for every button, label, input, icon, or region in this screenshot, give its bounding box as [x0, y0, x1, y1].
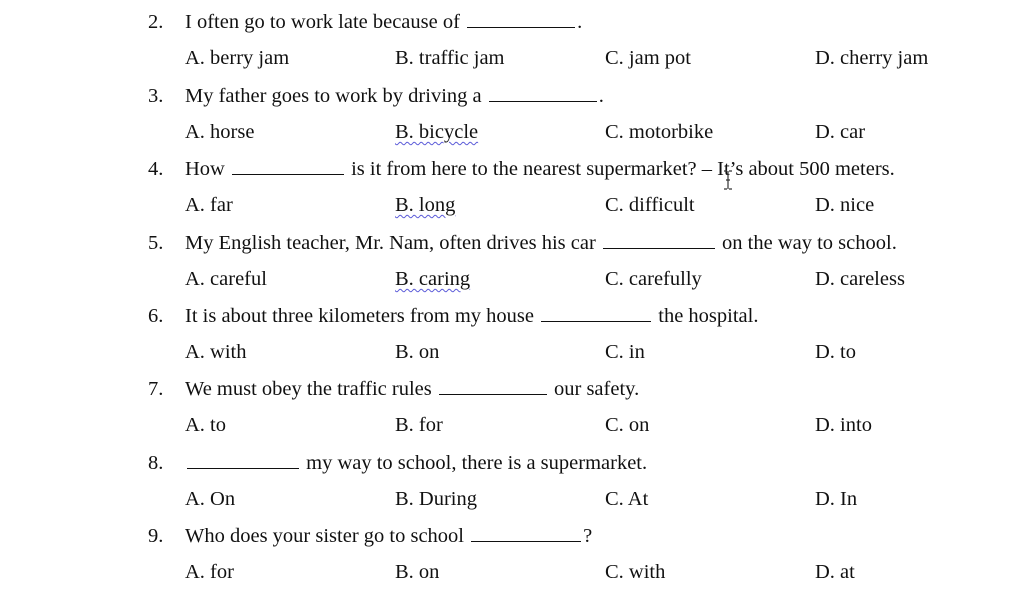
stem-text-after: my way to school, there is a supermarket.: [306, 452, 648, 474]
question-number: 8.: [148, 452, 164, 474]
question-5: [0, 229, 1024, 303]
option-b[interactable]: B. caring: [395, 268, 471, 290]
option-a[interactable]: A. berry jam: [185, 47, 290, 69]
option-b[interactable]: B. for: [395, 414, 443, 436]
question-stem: [148, 449, 647, 477]
option-b[interactable]: B. bicycle: [395, 121, 479, 143]
question-number: 5.: [148, 232, 164, 254]
option-d[interactable]: D. at: [815, 561, 855, 583]
option-d[interactable]: D. nice: [815, 194, 875, 216]
question-7: [0, 375, 1024, 449]
option-a[interactable]: A. with: [185, 341, 247, 363]
question-number: 7.: [148, 378, 164, 400]
stem-text-before: My English teacher, Mr. Nam, often drives his car: [185, 232, 596, 254]
stem-text-after: the hospital.: [658, 305, 759, 327]
answer-blank: [541, 303, 651, 322]
option-c[interactable]: C. in: [605, 341, 645, 363]
option-d[interactable]: D. cherry jam: [815, 47, 929, 69]
question-8: [0, 449, 1024, 523]
option-c[interactable]: C. difficult: [605, 194, 695, 216]
question-stem: [148, 155, 895, 183]
option-b[interactable]: B. on: [395, 341, 440, 363]
option-b[interactable]: B. During: [395, 488, 477, 510]
question-number: 9.: [148, 525, 164, 547]
stem-text-after: is it from here to the nearest supermarket? – It’s about 500 meters.: [351, 158, 895, 180]
answer-blank: [603, 230, 715, 249]
stem-text-before: It is about three kilometers from my house: [185, 305, 534, 327]
question-2: [0, 8, 1024, 82]
option-d[interactable]: D. to: [815, 341, 856, 363]
question-4: [0, 155, 1024, 229]
question-9: [0, 522, 1024, 596]
stem-text-after: on the way to school.: [722, 232, 897, 254]
stem-text-after: ?: [583, 525, 593, 547]
option-a[interactable]: A. for: [185, 561, 234, 583]
option-a[interactable]: A. horse: [185, 121, 255, 143]
stem-text-after: our safety.: [554, 378, 640, 400]
question-stem: [148, 302, 758, 330]
option-d[interactable]: D. into: [815, 414, 872, 436]
option-c[interactable]: C. carefully: [605, 268, 702, 290]
answer-blank: [232, 156, 344, 175]
stem-text-before: I often go to work late because of: [185, 11, 460, 33]
stem-text-before: My father goes to work by driving a: [185, 85, 482, 107]
option-c[interactable]: C. At: [605, 488, 649, 510]
question-6: [0, 302, 1024, 376]
option-b[interactable]: B. long: [395, 194, 456, 216]
option-a[interactable]: A. careful: [185, 268, 267, 290]
question-number: 4.: [148, 158, 164, 180]
option-a[interactable]: A. far: [185, 194, 233, 216]
question-number: 6.: [148, 305, 164, 327]
question-stem: [148, 229, 897, 257]
option-a[interactable]: A. to: [185, 414, 226, 436]
option-a[interactable]: A. On: [185, 488, 236, 510]
answer-blank: [439, 376, 547, 395]
option-c[interactable]: C. motorbike: [605, 121, 714, 143]
option-c[interactable]: C. with: [605, 561, 666, 583]
option-d[interactable]: D. careless: [815, 268, 905, 290]
text-cursor-icon: [722, 170, 734, 190]
question-3: [0, 82, 1024, 156]
stem-text-before: How: [185, 158, 225, 180]
stem-text-before: We must obey the traffic rules: [185, 378, 432, 400]
question-number: 3.: [148, 85, 164, 107]
option-b[interactable]: B. on: [395, 561, 440, 583]
option-d[interactable]: D. car: [815, 121, 866, 143]
question-stem: [148, 522, 592, 550]
question-stem: [148, 375, 639, 403]
option-d[interactable]: D. In: [815, 488, 858, 510]
question-stem: [148, 8, 582, 36]
stem-text-after: .: [577, 11, 583, 33]
option-b[interactable]: B. traffic jam: [395, 47, 505, 69]
option-c[interactable]: C. jam pot: [605, 47, 691, 69]
answer-blank: [467, 9, 575, 28]
stem-text-after: .: [598, 85, 604, 107]
answer-blank: [471, 523, 581, 542]
stem-text-before: Who does your sister go to school: [185, 525, 464, 547]
answer-blank: [187, 450, 299, 469]
answer-blank: [489, 83, 597, 102]
option-c[interactable]: C. on: [605, 414, 650, 436]
question-number: 2.: [148, 11, 164, 33]
question-stem: [148, 82, 604, 110]
